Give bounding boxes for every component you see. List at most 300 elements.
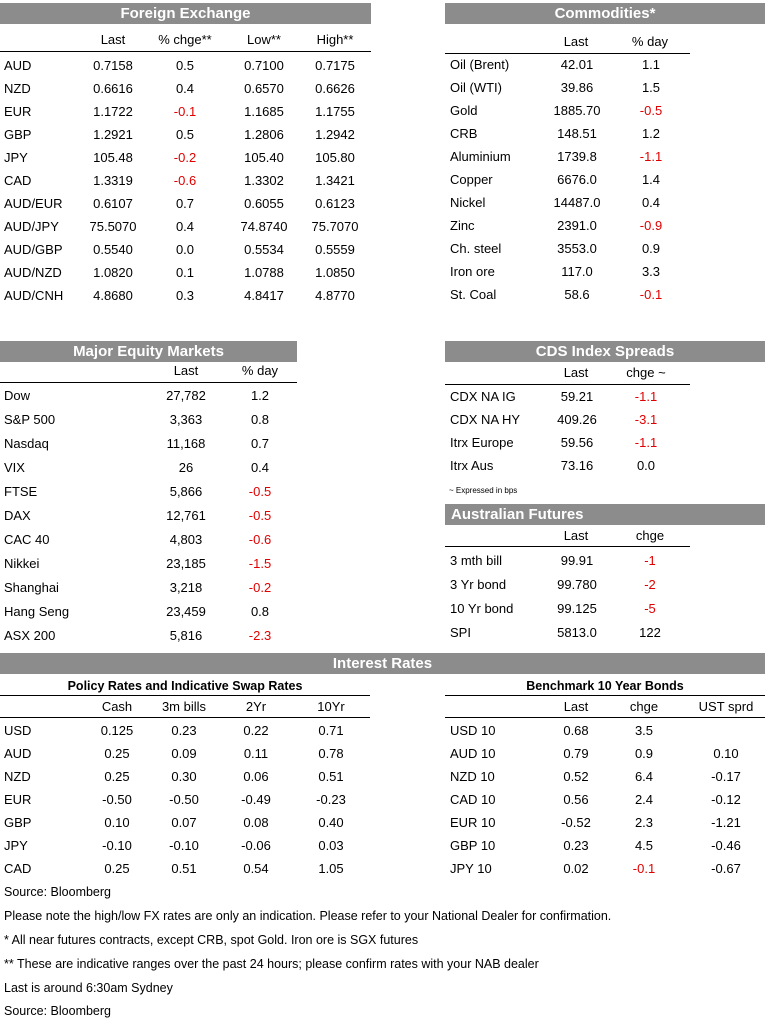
fx-pair: AUD/GBP xyxy=(4,242,63,257)
fut-name: SPI xyxy=(450,625,471,640)
cds-row xyxy=(445,408,690,431)
fut-chge: -1 xyxy=(644,553,656,568)
bond-name: JPY 10 xyxy=(450,861,492,876)
eq-day: -0.5 xyxy=(248,484,272,499)
fx-chge: 0.7 xyxy=(175,196,195,211)
bond-ust-sprd: -0.46 xyxy=(711,838,741,853)
commodities-title: Commodities* xyxy=(445,3,765,24)
cds-chge: -1.1 xyxy=(634,389,658,404)
policy-2yr: 0.54 xyxy=(243,861,269,876)
bond-last: 0.02 xyxy=(563,861,589,876)
comm-row xyxy=(445,168,690,191)
policy-cash: 0.10 xyxy=(104,815,130,830)
fx-last: 1.1722 xyxy=(93,104,133,119)
policy-row xyxy=(0,719,370,742)
fx-chge: -0.6 xyxy=(173,173,197,188)
policy-2yr: 0.08 xyxy=(243,815,269,830)
fx-row xyxy=(0,192,371,215)
eq-name: FTSE xyxy=(4,484,38,499)
fx-last: 1.0820 xyxy=(93,265,133,280)
comm-day: -0.5 xyxy=(639,103,663,118)
bond-row xyxy=(445,834,765,857)
policy-row xyxy=(0,811,370,834)
fx-pair: CAD xyxy=(4,173,32,188)
eq-row xyxy=(0,528,297,552)
eq-name: CAC 40 xyxy=(4,532,50,547)
eq-row xyxy=(0,600,297,624)
cds-col-last: Last xyxy=(563,365,589,380)
interest-title: Interest Rates xyxy=(0,653,765,674)
fut-row xyxy=(445,549,690,573)
eq-last: 5,866 xyxy=(169,484,203,499)
fut-name: 3 mth bill xyxy=(450,553,503,568)
comm-name: Copper xyxy=(450,172,493,187)
fx-low: 0.7100 xyxy=(244,58,284,73)
fx-high: 0.5559 xyxy=(315,242,355,257)
fx-pair: EUR xyxy=(4,104,32,119)
policy-cash: 0.25 xyxy=(104,769,130,784)
fut-header-rule xyxy=(445,546,690,547)
policy-10yr: 0.40 xyxy=(318,815,344,830)
policy-ccy: NZD xyxy=(4,769,31,784)
fx-low: 74.8740 xyxy=(240,219,288,234)
policy-ccy: EUR xyxy=(4,792,32,807)
fx-row xyxy=(0,238,371,261)
cds-name: CDX NA HY xyxy=(450,412,521,427)
fx-high: 75.7070 xyxy=(311,219,359,234)
cds-row xyxy=(445,454,690,477)
note-fx-indication: Please note the high/low FX rates are only an indication. Please refer to your National Dealer for confirmation. xyxy=(4,909,612,923)
cds-row xyxy=(445,431,690,454)
fx-low: 0.5534 xyxy=(244,242,284,257)
eq-row xyxy=(0,552,297,576)
eq-day: -0.5 xyxy=(248,508,272,523)
commodities-table xyxy=(445,53,690,306)
note-ranges: ** These are indicative ranges over the past 24 hours; please confirm rates with your NAB dealer xyxy=(4,957,539,971)
fx-chge: 0.3 xyxy=(175,288,195,303)
comm-last: 39.86 xyxy=(560,80,594,95)
policy-cash: 0.25 xyxy=(104,746,130,761)
fx-pair: AUD/NZD xyxy=(4,265,62,280)
bond-chge: 4.5 xyxy=(634,838,654,853)
comm-name: Iron ore xyxy=(450,264,495,279)
policy-cash: -0.10 xyxy=(102,838,132,853)
comm-last: 42.01 xyxy=(560,57,594,72)
fut-row xyxy=(445,597,690,621)
comm-name: Aluminium xyxy=(450,149,511,164)
policy-ccy: CAD xyxy=(4,861,32,876)
bond-chge: -0.1 xyxy=(632,861,656,876)
bond-name: NZD 10 xyxy=(450,769,495,784)
comm-day: 3.3 xyxy=(641,264,661,279)
fx-chge: 0.4 xyxy=(175,219,195,234)
eq-row xyxy=(0,504,297,528)
bond-ust-sprd: -0.67 xyxy=(711,861,741,876)
fx-last: 1.2921 xyxy=(93,127,133,142)
bond-name: EUR 10 xyxy=(450,815,496,830)
eq-row xyxy=(0,432,297,456)
comm-last: 148.51 xyxy=(557,126,597,141)
bond-row xyxy=(445,788,765,811)
policy-col-cash: Cash xyxy=(101,699,133,714)
comm-row xyxy=(445,145,690,168)
bond-ust-sprd: -0.12 xyxy=(711,792,741,807)
fx-row xyxy=(0,77,371,100)
eq-last: 11,168 xyxy=(166,436,206,451)
bond-name: AUD 10 xyxy=(450,746,496,761)
comm-name: Ch. steel xyxy=(450,241,502,256)
policy-3m: 0.30 xyxy=(171,769,197,784)
fut-last: 99.91 xyxy=(560,553,594,568)
bond-name: GBP 10 xyxy=(450,838,496,853)
comm-name: Nickel xyxy=(450,195,486,210)
policy-ccy: AUD xyxy=(4,746,32,761)
fut-chge: -5 xyxy=(644,601,656,616)
fx-high: 105.80 xyxy=(315,150,355,165)
bond-row xyxy=(445,811,765,834)
futures-table xyxy=(445,549,690,645)
fut-row xyxy=(445,573,690,597)
eq-name: S&P 500 xyxy=(4,412,56,427)
eq-col-day: % day xyxy=(241,363,279,378)
comm-day: 1.5 xyxy=(641,80,661,95)
eq-last: 27,782 xyxy=(166,388,206,403)
policy-row xyxy=(0,765,370,788)
note-source: Source: Bloomberg xyxy=(4,885,112,899)
cds-last: 59.56 xyxy=(560,435,594,450)
policy-row xyxy=(0,834,370,857)
comm-day: 1.1 xyxy=(641,57,661,72)
fx-row xyxy=(0,146,371,169)
fx-last: 75.5070 xyxy=(89,219,137,234)
eq-name: ASX 200 xyxy=(4,628,56,643)
eq-name: Nasdaq xyxy=(4,436,49,451)
cds-last: 73.16 xyxy=(560,458,594,473)
fx-low: 1.2806 xyxy=(244,127,284,142)
eq-name: VIX xyxy=(4,460,25,475)
policy-col-2yr: 2Yr xyxy=(245,699,267,714)
eq-row xyxy=(0,576,297,600)
fx-low: 0.6055 xyxy=(244,196,284,211)
fx-row xyxy=(0,54,371,77)
policy-cash: 0.25 xyxy=(104,861,130,876)
eq-last: 23,185 xyxy=(166,556,206,571)
fx-high: 4.8770 xyxy=(315,288,355,303)
eq-row xyxy=(0,624,297,648)
eq-day: 0.8 xyxy=(250,604,270,619)
policy-3m: 0.23 xyxy=(171,723,197,738)
fx-pair: JPY xyxy=(4,150,28,165)
eq-name: Shanghai xyxy=(4,580,59,595)
comm-day: 1.2 xyxy=(641,126,661,141)
comm-day: 0.9 xyxy=(641,241,661,256)
fx-row xyxy=(0,169,371,192)
note-time: Last is around 6:30am Sydney xyxy=(4,981,173,995)
comm-last: 3553.0 xyxy=(557,241,597,256)
policy-row xyxy=(0,857,370,880)
policy-subtitle: Policy Rates and Indicative Swap Rates xyxy=(67,679,303,693)
eq-row xyxy=(0,456,297,480)
comm-name: St. Coal xyxy=(450,287,497,302)
bond-last: -0.52 xyxy=(561,815,591,830)
policy-cash: -0.50 xyxy=(102,792,132,807)
fx-row xyxy=(0,215,371,238)
comm-last: 117.0 xyxy=(561,264,593,279)
cds-last: 409.26 xyxy=(557,412,597,427)
fut-chge: 122 xyxy=(639,625,661,640)
fx-chge: 0.5 xyxy=(175,58,195,73)
policy-col-10yr: 10Yr xyxy=(317,699,345,714)
bonds-table xyxy=(445,719,765,880)
eq-day: -0.6 xyxy=(248,532,272,547)
fut-name: 10 Yr bond xyxy=(450,601,514,616)
eq-day: 0.4 xyxy=(250,460,270,475)
policy-rates-table xyxy=(0,719,370,880)
comm-day: -0.1 xyxy=(639,287,663,302)
fx-chge: 0.4 xyxy=(175,81,195,96)
comm-row xyxy=(445,99,690,122)
comm-name: Gold xyxy=(450,103,478,118)
fx-header-rule xyxy=(0,51,371,52)
fut-last: 5813.0 xyxy=(557,625,597,640)
bonds-col-ust: UST sprd xyxy=(698,699,754,714)
eq-last: 4,803 xyxy=(169,532,203,547)
cds-row xyxy=(445,385,690,408)
policy-row xyxy=(0,788,370,811)
bond-chge: 6.4 xyxy=(634,769,654,784)
eq-last: 23,459 xyxy=(166,604,206,619)
comm-day: 1.4 xyxy=(641,172,661,187)
cds-last: 59.21 xyxy=(560,389,594,404)
cds-chge: -1.1 xyxy=(634,435,658,450)
cds-name: Itrx Aus xyxy=(450,458,494,473)
fx-table xyxy=(0,54,371,307)
policy-3m: -0.10 xyxy=(169,838,199,853)
eq-last: 3,363 xyxy=(169,412,203,427)
eq-name: Dow xyxy=(4,388,31,403)
eq-last: 26 xyxy=(178,460,194,475)
cds-chge: 0.0 xyxy=(636,458,656,473)
bond-chge: 3.5 xyxy=(634,723,654,738)
comm-name: Oil (WTI) xyxy=(450,80,502,95)
fut-col-chge: chge xyxy=(635,528,665,543)
policy-row xyxy=(0,742,370,765)
comm-row xyxy=(445,237,690,260)
bond-last: 0.52 xyxy=(563,769,589,784)
bond-ust-sprd: 0.10 xyxy=(713,746,739,761)
comm-row xyxy=(445,260,690,283)
fx-high: 0.6123 xyxy=(315,196,355,211)
fx-title: Foreign Exchange xyxy=(0,3,371,24)
eq-row xyxy=(0,408,297,432)
comm-row xyxy=(445,122,690,145)
equity-title: Major Equity Markets xyxy=(0,341,297,362)
policy-3m: 0.51 xyxy=(171,861,197,876)
comm-row xyxy=(445,191,690,214)
policy-2yr: 0.22 xyxy=(243,723,269,738)
comm-last: 1739.8 xyxy=(557,149,597,164)
eq-day: 0.7 xyxy=(250,436,270,451)
cds-footnote: ~ Expressed in bps xyxy=(449,486,518,495)
eq-name: Nikkei xyxy=(4,556,40,571)
fx-chge: 0.5 xyxy=(175,127,195,142)
fx-pair: AUD/EUR xyxy=(4,196,63,211)
bond-name: CAD 10 xyxy=(450,792,496,807)
bond-row xyxy=(445,765,765,788)
eq-day: -1.5 xyxy=(248,556,272,571)
bonds-subtitle: Benchmark 10 Year Bonds xyxy=(526,679,684,693)
cds-name: CDX NA IG xyxy=(450,389,516,404)
fx-chge: 0.1 xyxy=(175,265,195,280)
fx-low: 4.8417 xyxy=(244,288,284,303)
fx-pair: NZD xyxy=(4,81,31,96)
fx-chge: -0.1 xyxy=(173,104,197,119)
fx-pair: AUD/JPY xyxy=(4,219,59,234)
bond-ust-sprd: -0.17 xyxy=(711,769,741,784)
eq-last: 5,816 xyxy=(169,628,203,643)
fx-last: 0.6616 xyxy=(93,81,133,96)
eq-last: 12,761 xyxy=(166,508,206,523)
comm-col-day: % day xyxy=(631,34,669,49)
eq-row xyxy=(0,384,297,408)
policy-header-rule xyxy=(0,717,370,718)
fx-low: 0.6570 xyxy=(244,81,284,96)
bond-ust-sprd: -1.21 xyxy=(711,815,741,830)
policy-ccy: USD xyxy=(4,723,32,738)
fx-pair: AUD xyxy=(4,58,32,73)
futures-title: Australian Futures xyxy=(445,504,765,525)
fx-col-high: High** xyxy=(316,32,354,47)
policy-cash: 0.125 xyxy=(100,723,134,738)
bonds-col-chge: chge xyxy=(629,699,659,714)
fx-row xyxy=(0,123,371,146)
comm-last: 58.6 xyxy=(564,287,590,302)
comm-last: 14487.0 xyxy=(553,195,601,210)
comm-col-last: Last xyxy=(563,34,589,49)
fut-col-last: Last xyxy=(563,528,589,543)
fut-name: 3 Yr bond xyxy=(450,577,507,592)
fx-low: 105.40 xyxy=(244,150,284,165)
fx-col-last: Last xyxy=(100,32,126,47)
policy-2yr: 0.06 xyxy=(243,769,269,784)
fx-chge: 0.0 xyxy=(175,242,195,257)
fx-col-low: Low** xyxy=(247,32,281,47)
fx-last: 0.6107 xyxy=(93,196,133,211)
fx-last: 1.3319 xyxy=(93,173,133,188)
fx-last: 4.8680 xyxy=(93,288,133,303)
fx-last: 0.5540 xyxy=(93,242,133,257)
policy-2yr: 0.11 xyxy=(243,746,269,761)
note-source-2: Source: Bloomberg xyxy=(4,1004,112,1018)
cds-title: CDS Index Spreads xyxy=(445,341,765,362)
eq-day: 0.8 xyxy=(250,412,270,427)
eq-name: Hang Seng xyxy=(4,604,70,619)
comm-day: -1.1 xyxy=(639,149,663,164)
bond-last: 0.23 xyxy=(563,838,589,853)
eq-row xyxy=(0,480,297,504)
policy-col-3m: 3m bills xyxy=(161,699,207,714)
bond-chge: 2.3 xyxy=(634,815,654,830)
policy-2yr: -0.06 xyxy=(241,838,271,853)
comm-last: 6676.0 xyxy=(557,172,597,187)
fx-last: 105.48 xyxy=(93,150,133,165)
fx-low: 1.1685 xyxy=(244,104,284,119)
fut-row xyxy=(445,621,690,645)
comm-last: 1885.70 xyxy=(553,103,601,118)
policy-ccy: JPY xyxy=(4,838,28,853)
cds-col-chge: chge ~ xyxy=(626,365,666,380)
policy-10yr: 1.05 xyxy=(318,861,344,876)
comm-row xyxy=(445,53,690,76)
cds-table xyxy=(445,385,690,477)
comm-row xyxy=(445,76,690,99)
eq-last: 3,218 xyxy=(169,580,203,595)
equity-table xyxy=(0,384,297,648)
eq-day: 1.2 xyxy=(250,388,270,403)
policy-3m: 0.09 xyxy=(171,746,197,761)
policy-10yr: 0.03 xyxy=(318,838,344,853)
policy-10yr: 0.51 xyxy=(318,769,344,784)
eq-day: -0.2 xyxy=(248,580,272,595)
policy-3m: 0.07 xyxy=(171,815,197,830)
bonds-header-rule xyxy=(445,717,765,718)
policy-10yr: 0.71 xyxy=(318,723,344,738)
comm-name: CRB xyxy=(450,126,478,141)
fut-last: 99.125 xyxy=(557,601,597,616)
fx-row xyxy=(0,284,371,307)
eq-header-rule xyxy=(0,382,297,383)
fx-low: 1.0788 xyxy=(244,265,284,280)
policy-10yr: -0.23 xyxy=(316,792,346,807)
fx-chge: -0.2 xyxy=(173,150,197,165)
bond-row xyxy=(445,857,765,880)
fx-high: 0.6626 xyxy=(315,81,355,96)
fx-high: 0.7175 xyxy=(315,58,355,73)
fx-row xyxy=(0,261,371,284)
fx-low: 1.3302 xyxy=(244,173,284,188)
note-futures: * All near futures contracts, except CRB, spot Gold. Iron ore is SGX futures xyxy=(4,933,419,947)
eq-col-last: Last xyxy=(173,363,199,378)
bonds-subtitle-rule xyxy=(445,695,765,696)
bond-chge: 2.4 xyxy=(634,792,654,807)
comm-name: Zinc xyxy=(450,218,475,233)
comm-row xyxy=(445,283,690,306)
bond-chge: 0.9 xyxy=(634,746,654,761)
fut-last: 99.780 xyxy=(557,577,597,592)
fx-high: 1.0850 xyxy=(315,265,355,280)
fx-high: 1.2942 xyxy=(315,127,355,142)
eq-name: DAX xyxy=(4,508,31,523)
policy-3m: -0.50 xyxy=(169,792,199,807)
policy-2yr: -0.49 xyxy=(241,792,271,807)
bonds-col-last: Last xyxy=(563,699,589,714)
bond-last: 0.68 xyxy=(563,723,589,738)
fut-chge: -2 xyxy=(644,577,656,592)
bond-row xyxy=(445,742,765,765)
policy-subtitle-rule xyxy=(0,695,370,696)
cds-chge: -3.1 xyxy=(634,412,658,427)
eq-day: -2.3 xyxy=(248,628,272,643)
fx-high: 1.3421 xyxy=(315,173,355,188)
fx-pair: AUD/CNH xyxy=(4,288,64,303)
cds-name: Itrx Europe xyxy=(450,435,514,450)
bond-row xyxy=(445,719,765,742)
fx-high: 1.1755 xyxy=(315,104,355,119)
bond-last: 0.56 xyxy=(563,792,589,807)
bond-last: 0.79 xyxy=(563,746,589,761)
fx-last: 0.7158 xyxy=(93,58,133,73)
fx-col-chge: % chge** xyxy=(158,32,212,47)
